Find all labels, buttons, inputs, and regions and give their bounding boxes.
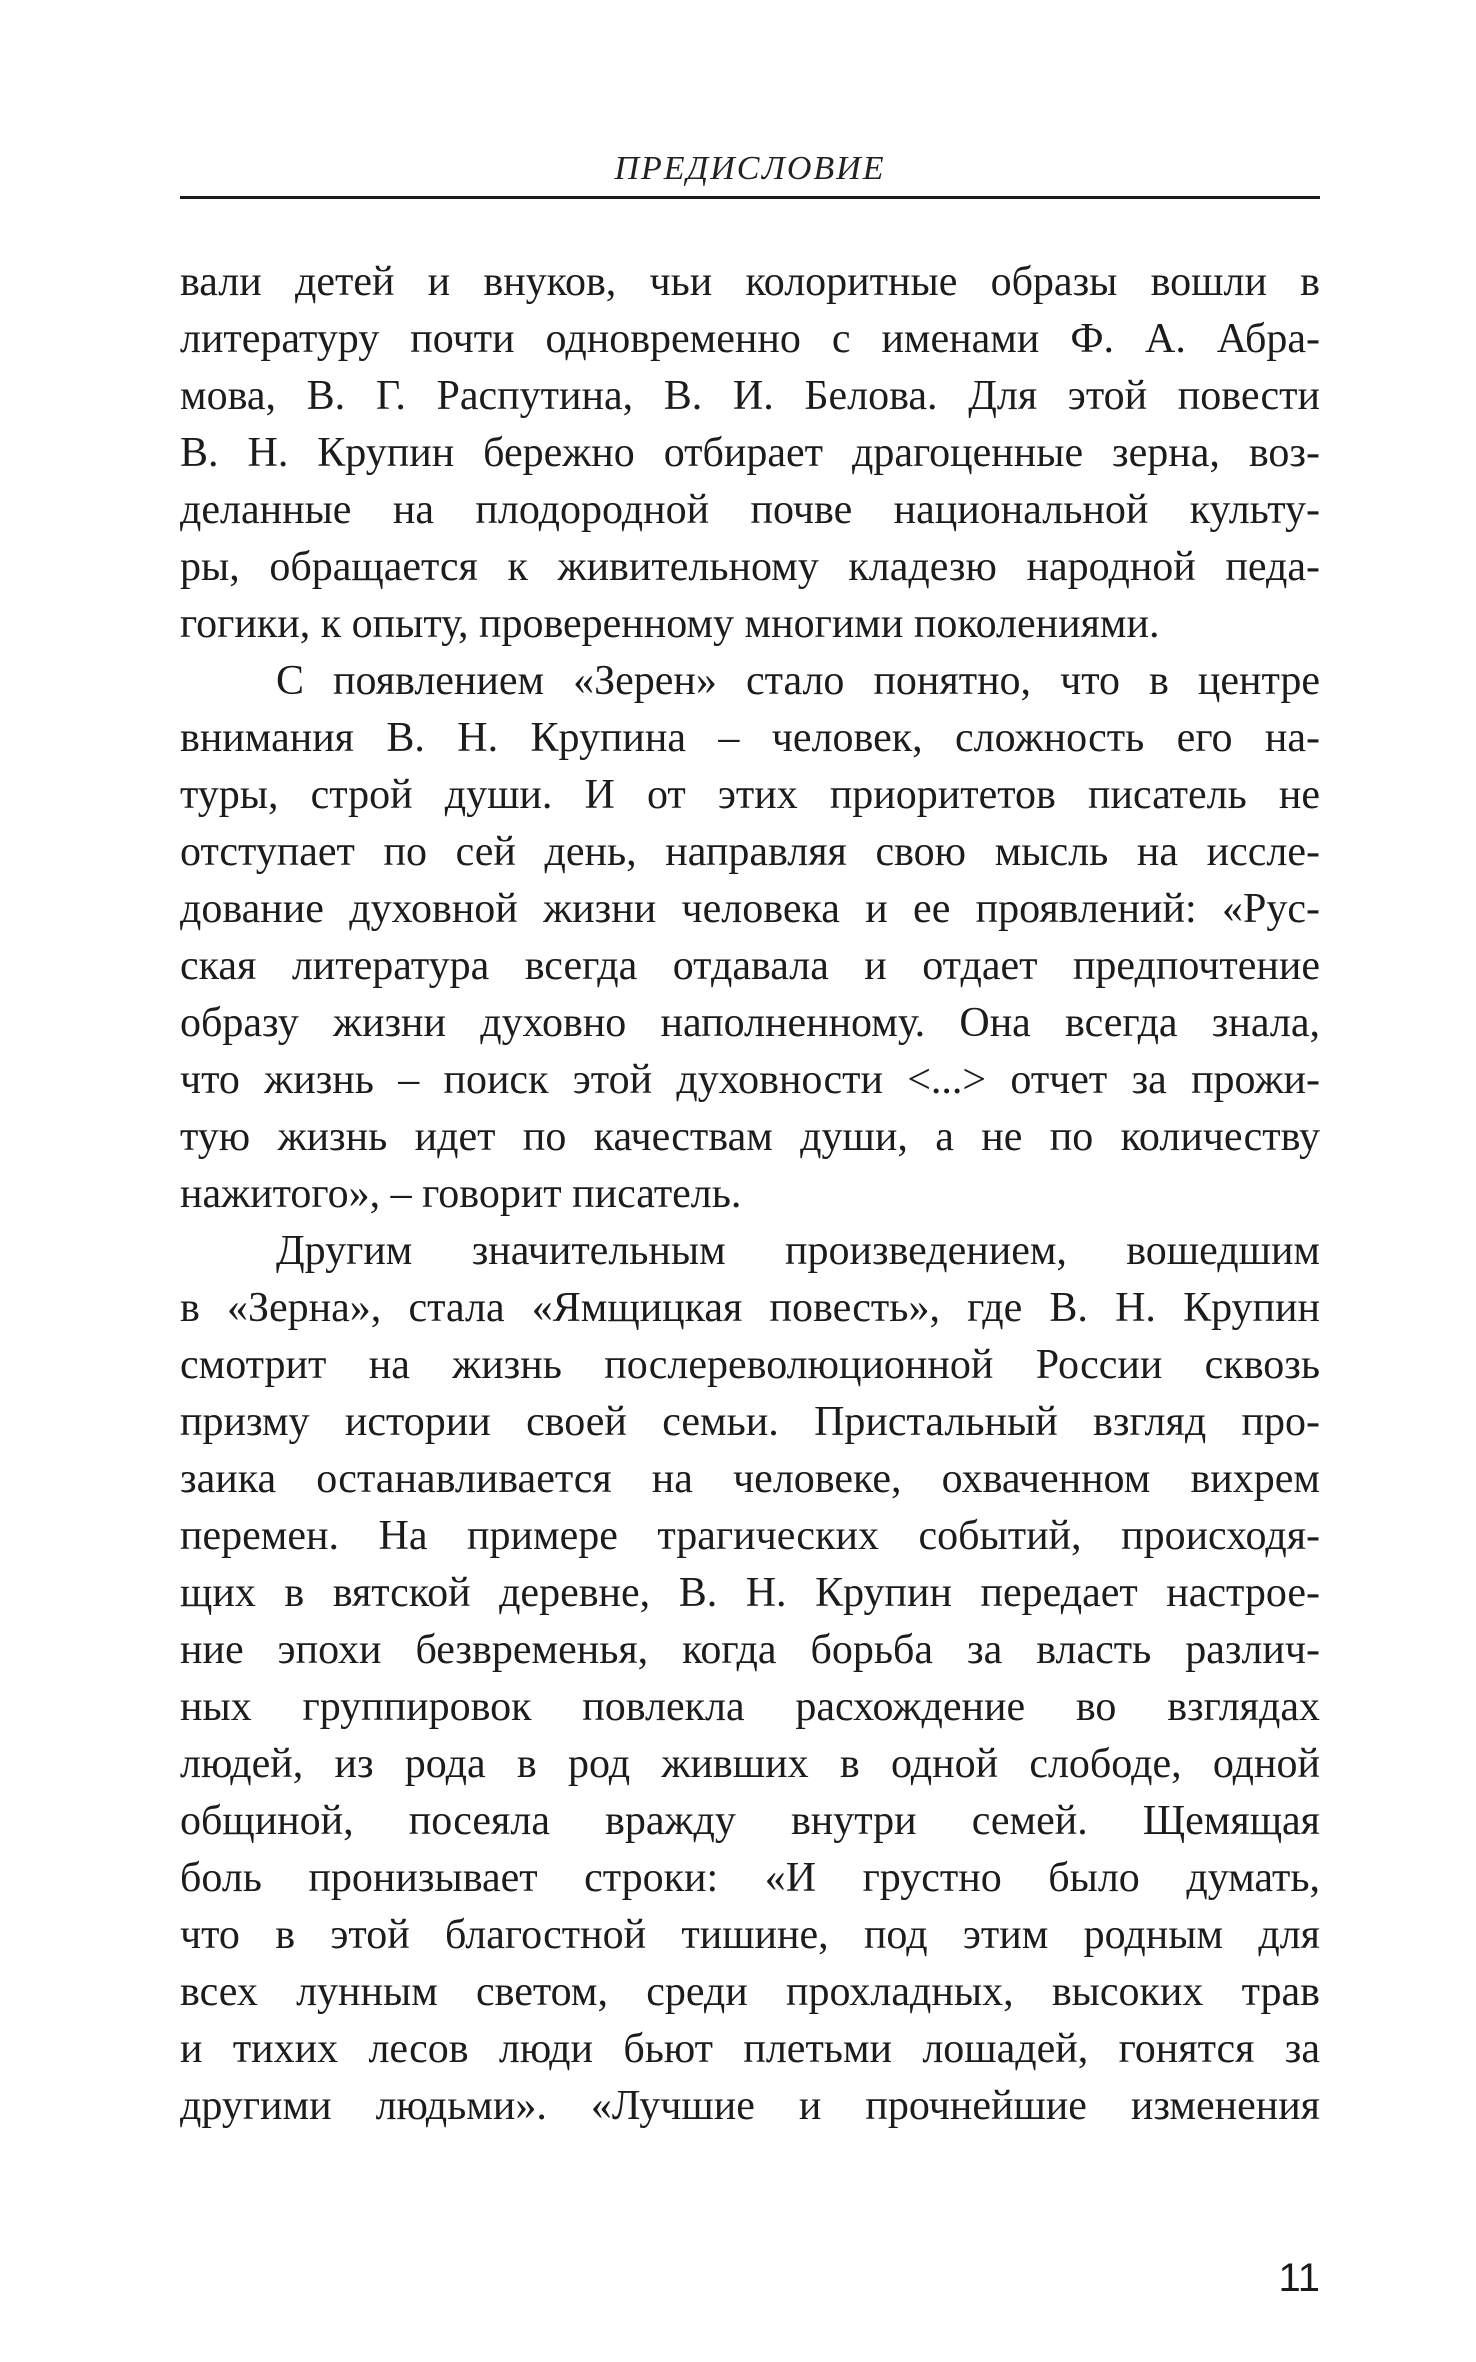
text-line: и тихих лесов люди бьют плетьми лошадей, гонятся за [180, 2026, 1320, 2072]
text-line: заика останавливается на человеке, охваченном вихрем [180, 1456, 1320, 1502]
text-line: смотрит на жизнь послереволюционной России сквозь [180, 1342, 1320, 1388]
text-line: что жизнь – поиск этой духовности <...> отчет за прожи- [180, 1057, 1320, 1103]
text-line: другими людьми». «Лучшие и прочнейшие изменения [180, 2083, 1320, 2129]
text-line: ры, обращается к живительному кладезю народной педа- [180, 544, 1320, 590]
text-line: тую жизнь идет по качествам души, а не по количеству [180, 1114, 1320, 1160]
text-line: дование духовной жизни человека и ее проявлений: «Рус- [180, 886, 1320, 932]
running-head: ПРЕДИСЛОВИЕ [614, 150, 886, 187]
text-line: туры, строй души. И от этих приоритетов писатель не [180, 772, 1320, 818]
text-line: перемен. На примере трагических событий, происходя- [180, 1513, 1320, 1559]
text-line: внимания В. Н. Крупина – человек, сложность его на- [180, 715, 1320, 761]
text-line: общиной, посеяла вражду внутри семей. Щемящая [180, 1798, 1320, 1844]
text-line: вали детей и внуков, чьи колоритные образы вошли в [180, 259, 1320, 305]
text-line: всех лунным светом, среди прохладных, высоких трав [180, 1969, 1320, 2015]
text-line: что в этой благостной тишине, под этим родным для [180, 1912, 1320, 1958]
text-line: щих в вятской деревне, В. Н. Крупин передает настрое- [180, 1570, 1320, 1616]
text-line: призму истории своей семьи. Пристальный взгляд про- [180, 1399, 1320, 1445]
text-line: людей, из рода в род живших в одной слободе, одной [180, 1741, 1320, 1787]
text-line: С появлением «Зерен» стало понятно, что в центре [276, 658, 1320, 704]
text-line: мова, В. Г. Распутина, В. И. Белова. Для этой повести [180, 373, 1320, 419]
text-line: гогики, к опыту, проверенному многими поколениями. [180, 601, 1160, 647]
text-line: образу жизни духовно наполненному. Она всегда знала, [180, 1000, 1320, 1046]
text-line: литературу почти одновременно с именами Ф. А. Абра- [180, 316, 1320, 362]
text-line: ние эпохи безвременья, когда борьба за власть различ- [180, 1627, 1320, 1673]
text-line: В. Н. Крупин бережно отбирает драгоценные зерна, воз- [180, 430, 1320, 476]
header-rule [180, 196, 1320, 199]
text-line: Другим значительным произведением, вошедшим [276, 1228, 1320, 1274]
body-text [180, 254, 1320, 2135]
text-line: боль пронизывает строки: «И грустно было думать, [180, 1855, 1320, 1901]
text-line: отступает по сей день, направляя свою мысль на иссле- [180, 829, 1320, 875]
text-line: ных группировок повлекла расхождение во взглядах [180, 1684, 1320, 1730]
page-number: 11 [1278, 2256, 1320, 2300]
text-line: нажитого», – говорит писатель. [180, 1171, 742, 1217]
text-line: деланные на плодородной почве национальной культу- [180, 487, 1320, 533]
text-line: в «Зерна», стала «Ямщицкая повесть», где В. Н. Крупин [180, 1285, 1320, 1331]
text-line: ская литература всегда отдавала и отдает предпочтение [180, 943, 1320, 989]
